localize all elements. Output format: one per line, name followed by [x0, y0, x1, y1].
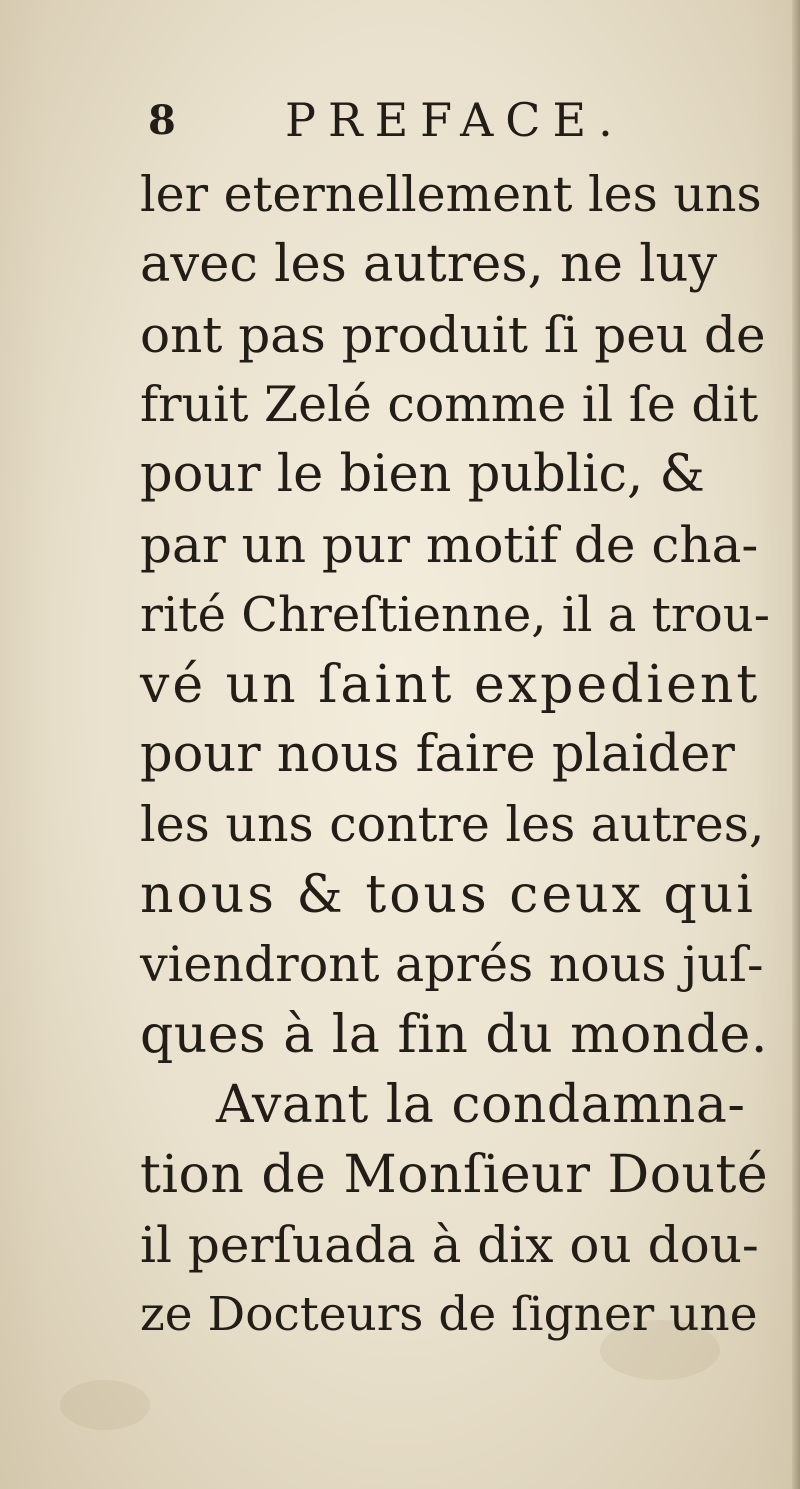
running-title: PREFACE.: [285, 93, 625, 147]
text-line: Avant la condamna-: [216, 1075, 746, 1135]
text-line: il perſuada à dix ou dou-: [140, 1216, 759, 1274]
text-line: par un pur motif de cha-: [140, 516, 759, 574]
page-number: 8: [148, 97, 176, 144]
text-line: avec les autres, ne luy: [140, 235, 718, 294]
text-line: ze Docteurs de ſigner une: [140, 1287, 758, 1342]
text-line: les uns contre les autres,: [140, 796, 765, 853]
text-line: ques à la fin du monde.: [140, 1005, 768, 1065]
text-line: pour le bien public, &: [140, 445, 705, 504]
text-line: tion de Monſieur Douté: [140, 1145, 769, 1205]
body-text: [140, 160, 770, 1342]
text-line: viendront aprés nous juſ-: [140, 936, 764, 993]
text-line: fruit Zelé comme il ſe dit: [140, 376, 759, 433]
text-line: pour nous faire plaider: [140, 725, 735, 784]
text-line: ler eternellement les uns: [140, 166, 762, 223]
text-line: vé un ſaint expedient: [140, 655, 761, 715]
text-line: ont pas produit ſi peu de: [140, 306, 766, 364]
text-line: nous & tous ceux qui: [140, 865, 756, 925]
text-line: rité Chreſtienne, il a trou-: [140, 587, 770, 643]
running-head: [140, 92, 660, 148]
